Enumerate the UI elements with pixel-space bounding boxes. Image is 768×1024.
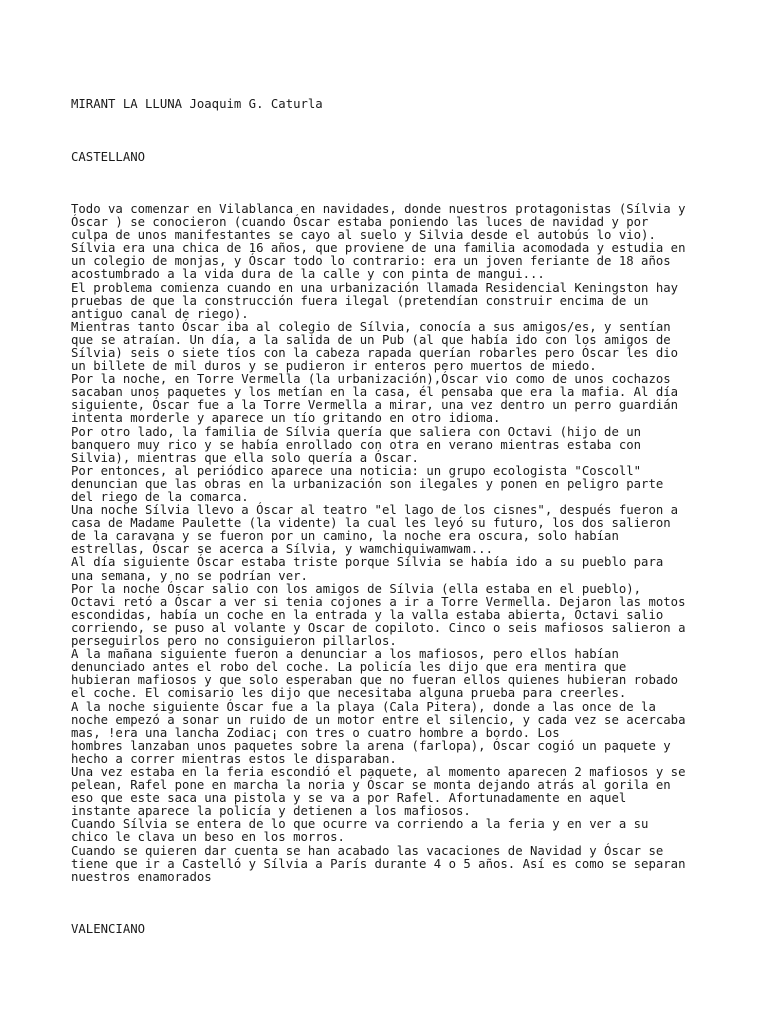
document-title: MIRANT LA LLUNA Joaquim G. Caturla — [71, 97, 323, 112]
document-page — [71, 72, 761, 962]
section-heading-castellano: CASTELLANO — [71, 149, 146, 164]
document-body-text: Todo va comenzar en Vilablanca en navidades, donde nuestros protagonistas (Sílvia y Óscar ) se conocieron (cuando Óscar estaba poniendo las luces de navidad y por culpa de unos manifestantes se cayo al suelo y Silvia desde el autobús lo vio). Sílvia era una chica de 16 años, que proviene de una familia acomodada y estudia en un colegio de monjas, y Óscar todo lo contrario: era un joven feriante de 18 años acostumbrado a la vida dura de la calle y con pinta de mangui... El problema comienza cuando en una urbanización llamada Residencial Keningston hay pruebas de que la construcción fuera ilegal (pretendían construir encima de un antiguo canal de riego). Mientras tanto Óscar iba al colegio de Sílvia, conocía a sus amigos/es, y sentían que se atraían. Un día, a la salida de un Pub (al que había ido con los amigos de Sílvia) seis o siete tíos con la cabeza rapada querían robarles pero Óscar les dio un billete de mil duros y se pudieron ir enteros pero muertos de miedo. Por la noche, en Torre Vermella (la urbanización),Óscar vio como de unos cochazos sacaban unos paquetes y los metían en la casa, él pensaba que era la mafia. Al día siguiente, Óscar fue a la Torre Vermella a mirar, una vez dentro un perro guardián intenta morderle y aparece un tío gritando en otro idioma. Por otro lado, la familia de Sílvia quería que saliera con Octavi (hijo de un banquero muy rico y se había enrollado con otra en verano mientras estaba con Silvia), mientras que ella solo quería a Óscar. Por entonces, al periódico aparece una noticia: un grupo ecologista "Coscoll" denuncian que las obras en la urbanización son ilegales y ponen en peligro parte del riego de la comarca. Una noche Sílvia llevo a Óscar al teatro "el lago de los cisnes", después fueron a casa de Madame Paulette (la vidente) la cual les leyó su futuro, los dos salieron de la caravana y se fueron por un camino, la noche era oscura, solo habían estrellas, Óscar se acerca a Sílvia, y wamchiquiwamwam... Al día siguiente Óscar estaba triste porque Sílvia se había ido a su pueblo para una semana, y no se podrían ver. Por la noche Óscar salio con los amigos de Sílvia (ella estaba en el pueblo), Octavi retó a Óscar a ver si tenia cojones a ir a Torre Vermella. Dejaron las motos escondidas, había un coche en la entrada y la valla estaba abierta, Octavi salio corriendo, se puso al volante y Oscar de copiloto. Cinco o seis mafiosos salieron a perseguirlos pero no consiguieron pillarlos. A la mañana siguiente fueron a denunciar a los mafiosos, pero ellos habían denunciado antes el robo del coche. La policía les dijo que era mentira que hubieran mafiosos y que solo esperaban que no fueran ellos quienes hubieran robado el coche. El comisario les dijo que necesitaba alguna prueba para creerles. A la noche siguiente Óscar fue a la playa (Cala Pitera), donde a las once de la noche empezó a sonar un ruido de un motor entre el silencio, y cada vez se acercaba mas, !era una lancha Zodiac¡ con tres o cuatro hombre a bordo. Los hombres lanzaban unos paquetes sobre la arena (farlopa), Óscar cogió un paquete y hecho a correr mientras estos le disparaban. Una vez estaba en la feria escondió el paquete, al momento aparecen 2 mafiosos y se pelean, Rafel pone en marcha la noria y Óscar se monta dejando atrás al gorila en eso que este saca una pistola y se va a por Rafel. Afortunadamente en aquel instante aparece la policía y detienen a los mafiosos. Cuando Sílvia se entera de lo que ocurre va corriendo a la feria y en ver a su chico le clava un beso en los morros. Cuando se quieren dar cuenta se han acabado las vacaciones de Navidad y Óscar se tiene que ir a Castelló y Sílvia a París durante 4 o 5 años. Así es como se separan nuestros enamorados — [71, 201, 686, 884]
section-heading-valenciano: VALENCIANO — [71, 922, 146, 937]
